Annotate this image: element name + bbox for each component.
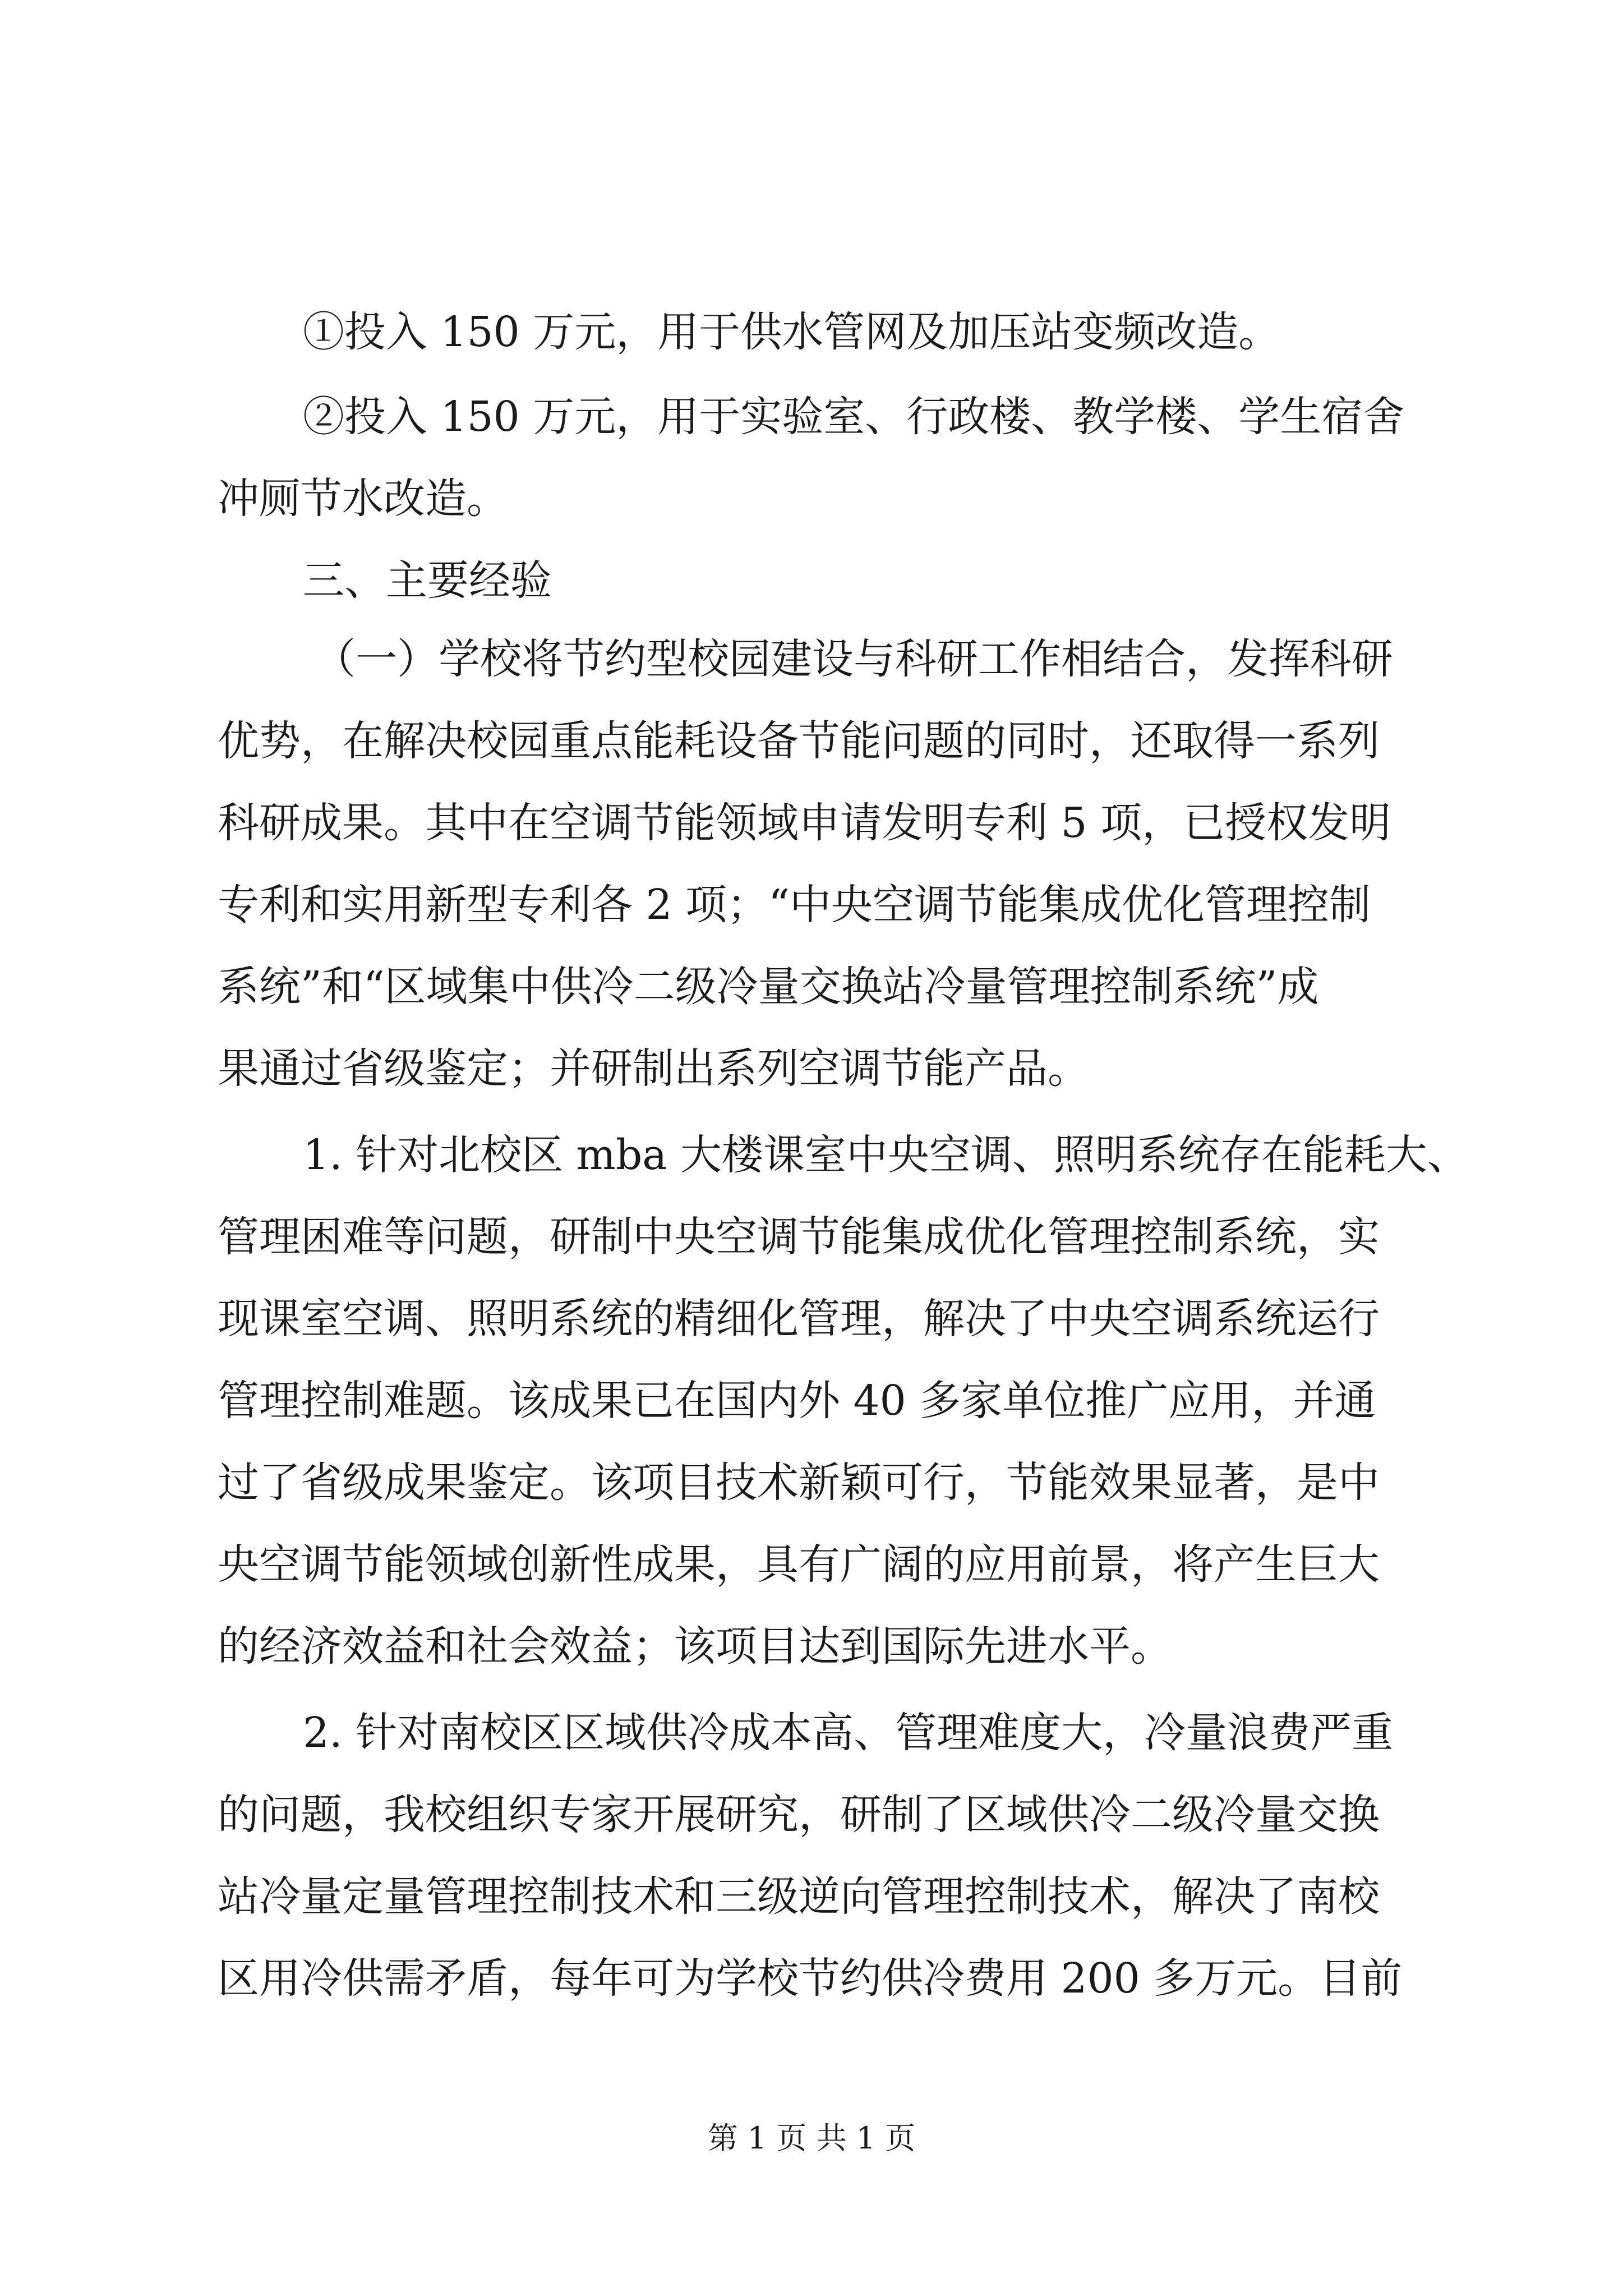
text-line: 过了省级成果鉴定。该项目技术新颖可行，节能效果显著，是中 bbox=[218, 1458, 1380, 1507]
text-line: 管理困难等问题，研制中央空调节能集成优化管理控制系统，实 bbox=[218, 1213, 1380, 1261]
text-line: 的问题，我校组织专家开展研究，研制了区域供冷二级冷量交换 bbox=[218, 1791, 1380, 1839]
text-line: ①投入 150 万元，用于供水管网及加压站变频改造。 bbox=[303, 308, 1280, 356]
text-line: 1. 针对北校区 mba 大楼课室中央空调、照明系统存在能耗大、 bbox=[303, 1131, 1469, 1179]
text-line: 管理控制难题。该成果已在国内外 40 多家单位推广应用，并通 bbox=[218, 1377, 1376, 1425]
text-line: 央空调节能领域创新性成果，具有广阔的应用前景，将产生巨大 bbox=[218, 1540, 1380, 1589]
text-line: 优势，在解决校园重点能耗设备节能问题的同时，还取得一系列 bbox=[218, 717, 1380, 765]
text-line: 站冷量定量管理控制技术和三级逆向管理控制技术，解决了南校 bbox=[218, 1872, 1380, 1921]
page-footer: 第 1 页 共 1 页 bbox=[707, 2120, 916, 2156]
text-line: 科研成果。其中在空调节能领域申请发明专利 5 项，已授权发明 bbox=[218, 799, 1391, 847]
text-line: 现课室空调、照明系统的精细化管理，解决了中央空调系统运行 bbox=[218, 1295, 1380, 1343]
text-line: ②投入 150 万元，用于实验室、行政楼、教学楼、学生宿舍 bbox=[303, 393, 1405, 441]
text-line: （一）学校将节约型校园建设与科研工作相结合，发挥科研 bbox=[314, 635, 1393, 683]
text-line: 果通过省级鉴定；并研制出系列空调节能产品。 bbox=[218, 1045, 1089, 1093]
text-line: 的经济效益和社会效益；该项目达到国际先进水平。 bbox=[218, 1622, 1172, 1671]
text-line: 冲厕节水改造。 bbox=[218, 475, 508, 523]
section-heading: 三、主要经验 bbox=[303, 556, 552, 605]
text-line: 区用冷供需矛盾，每年可为学校节约供冷费用 200 多万元。目前 bbox=[218, 1954, 1403, 2003]
text-line: 系统”和“区域集中供冷二级冷量交换站冷量管理控制系统”成 bbox=[218, 963, 1319, 1011]
text-line: 专利和实用新型专利各 2 项；“中央空调节能集成优化管理控制 bbox=[218, 881, 1371, 929]
text-line: 2. 针对南校区区域供冷成本高、管理难度大，冷量浪费严重 bbox=[303, 1709, 1394, 1757]
